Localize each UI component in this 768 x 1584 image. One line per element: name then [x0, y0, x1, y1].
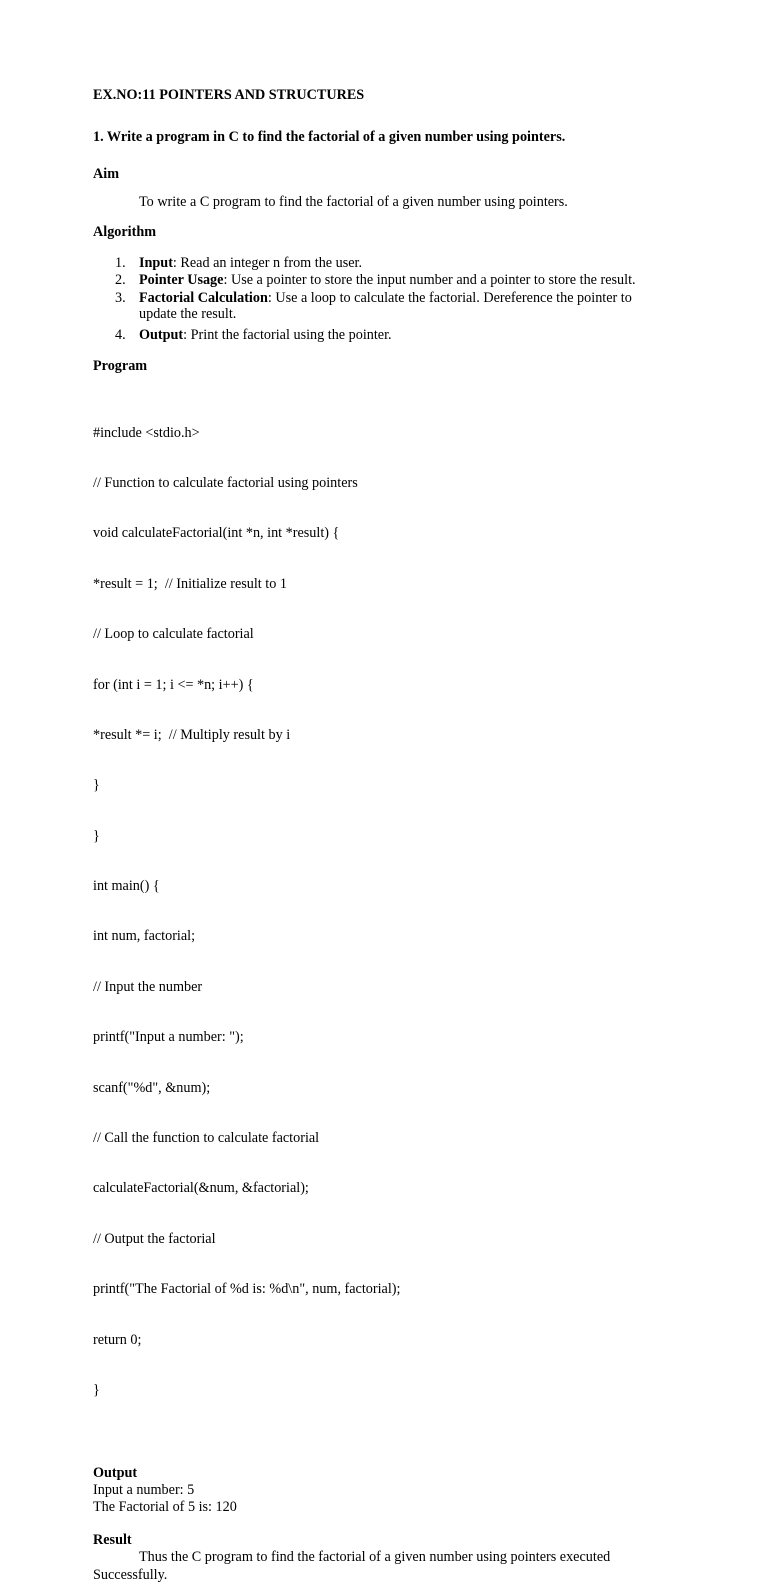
code-line: // Loop to calculate factorial: [93, 626, 254, 643]
step-number: 1.: [115, 255, 126, 271]
step-text: : Print the factorial using the pointer.: [183, 327, 392, 344]
aim-heading: Aim: [93, 166, 120, 182]
step-term: Input: [139, 255, 173, 271]
algorithm-step: [115, 255, 673, 272]
code-line: }: [93, 777, 100, 794]
question-text: 1. Write a program in C to find the factorial of a given number using pointers.: [93, 129, 566, 145]
output-line: The Factorial of 5 is: 120: [93, 1499, 237, 1516]
exercise-title: EX.NO:11 POINTERS AND STRUCTURES: [93, 87, 365, 103]
code-line: }: [93, 1382, 100, 1398]
code-line: calculateFactorial(&num, &factorial);: [93, 1180, 309, 1197]
step-text: : Use a pointer to store the input number and a pointer to store the result.: [223, 272, 636, 289]
code-line: // Output the factorial: [93, 1230, 216, 1247]
code-line: printf("The Factorial of %d is: %d\n", num, factorial);: [93, 1281, 401, 1298]
code-line: void calculateFactorial(int *n, int *result) {: [93, 525, 340, 542]
step-text: : Use a loop to calculate the factorial. Dereference the pointer to update the result.: [139, 289, 632, 323]
code-line: for (int i = 1; i <= *n; i++) {: [93, 676, 254, 693]
code-line: *result = 1; // Initialize result to 1: [93, 575, 287, 592]
algorithm-list: [93, 255, 673, 344]
document-page: [93, 87, 673, 1584]
step-number: 2.: [115, 272, 126, 289]
code-line: int main() {: [93, 878, 160, 895]
aim-text: To write a C program to find the factorial of a given number using pointers.: [139, 194, 568, 210]
program-code: [93, 391, 673, 1432]
algorithm-step: [115, 289, 673, 324]
code-line: // Call the function to calculate factorial: [93, 1130, 320, 1147]
code-line: return 0;: [93, 1331, 142, 1348]
code-line: }: [93, 827, 100, 844]
result-heading: Result: [93, 1532, 132, 1549]
output-heading: Output: [93, 1465, 138, 1482]
step-term: Output: [139, 327, 184, 344]
program-heading: Program: [93, 357, 148, 374]
algorithm-heading: Algorithm: [93, 224, 157, 240]
step-term: Pointer Usage: [139, 272, 224, 289]
algorithm-step: [115, 272, 673, 289]
output-line: Input a number: 5: [93, 1482, 195, 1499]
step-number: 3.: [115, 289, 126, 306]
code-line: printf("Input a number: ");: [93, 1029, 244, 1046]
code-line: // Input the number: [93, 978, 203, 995]
code-line: scanf("%d", &num);: [93, 1079, 211, 1096]
step-number: 4.: [115, 327, 126, 344]
code-line: int num, factorial;: [93, 928, 196, 945]
code-line: // Function to calculate factorial using pointers: [93, 474, 358, 491]
step-text: : Read an integer n from the user.: [172, 255, 363, 271]
algorithm-step: [115, 327, 673, 344]
step-term: Factorial Calculation: [139, 289, 268, 306]
code-line: #include <stdio.h>: [93, 424, 200, 441]
result-text: Thus the C program to find the factorial of a given number using pointers executed Successfully.: [93, 1549, 611, 1583]
code-line: *result *= i; // Multiply result by i: [93, 726, 291, 743]
